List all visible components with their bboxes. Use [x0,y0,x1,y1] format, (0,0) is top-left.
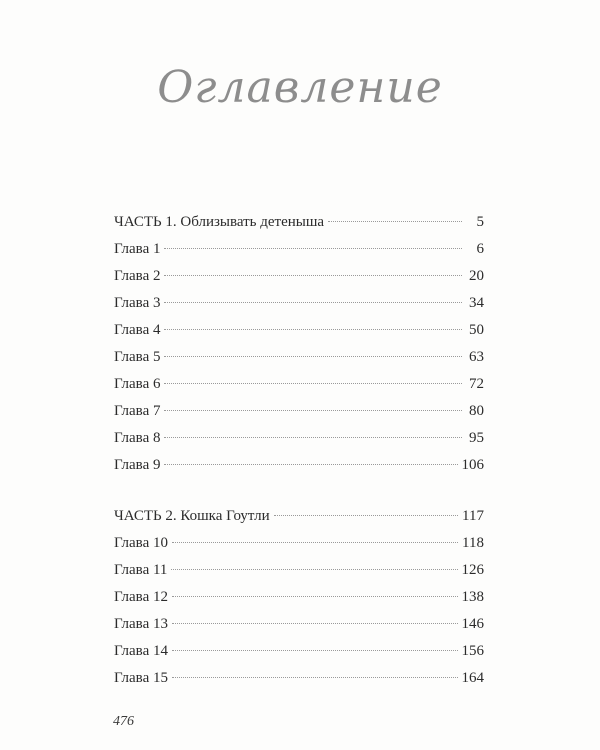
toc-leader-dots [164,356,462,357]
toc-entry-label: Глава 6 [114,376,161,392]
toc-part-1 [114,209,484,479]
toc-leader-dots [164,329,462,330]
toc-entry [114,452,484,479]
toc-entry-page: 5 [476,214,484,230]
toc-entry-page: 95 [469,430,484,446]
toc-leader-dots [172,623,458,624]
toc-entry-label: Глава 2 [114,268,161,284]
toc-entry [114,290,484,317]
toc-entry-label: Глава 12 [114,589,168,605]
toc-leader-dots [164,248,462,249]
toc-entry-label: Глава 10 [114,535,168,551]
toc-part-2 [114,503,484,692]
toc-entry [114,317,484,344]
toc-leader-dots [164,410,462,411]
toc-entry-label: Глава 4 [114,322,161,338]
toc-entry-page: 156 [461,643,484,659]
toc-entry [114,611,484,638]
toc-leader-dots [328,221,462,222]
toc-entry-label: Глава 9 [114,457,161,473]
toc-entry-label: Глава 14 [114,643,168,659]
toc-entry-page: 106 [461,457,484,473]
toc-entry-page: 50 [469,322,484,338]
toc-entry-page: 34 [469,295,484,311]
toc-entry-label: Глава 15 [114,670,168,686]
toc-leader-dots [172,596,458,597]
toc-leader-dots [164,383,462,384]
toc-entry [114,665,484,692]
toc-entry [114,638,484,665]
toc-entry-label: Глава 3 [114,295,161,311]
toc-entry-label: ЧАСТЬ 1. Облизывать детеныша [114,214,325,230]
toc-leader-dots [171,569,457,570]
toc-leader-dots [172,542,458,543]
toc-entry-page: 138 [461,589,484,605]
toc-part-heading [114,503,484,530]
toc-entry-label: ЧАСТЬ 2. Кошка Гоутли [114,508,270,524]
toc-entry-page: 118 [462,535,484,551]
toc-entry [114,557,484,584]
toc-entry-page: 6 [476,241,484,257]
toc-entry [114,371,484,398]
page-title: Оглавление [157,62,443,113]
toc-part-heading [114,209,484,236]
toc-entry-label: Глава 7 [114,403,161,419]
toc-entry [114,425,484,452]
toc-leader-dots [172,677,458,678]
toc-leader-dots [164,464,457,465]
toc-entry-label: Глава 8 [114,430,161,446]
toc-entry-label: Глава 1 [114,241,161,257]
toc-entry [114,398,484,425]
toc-leader-dots [274,515,458,516]
page-number: 476 [113,714,134,729]
toc-entry-page: 20 [469,268,484,284]
toc-entry-page: 117 [462,508,484,524]
toc-leader-dots [172,650,458,651]
toc-entry-label: Глава 5 [114,349,161,365]
toc-entry [114,344,484,371]
toc-entry [114,263,484,290]
toc-entry [114,530,484,557]
toc-entry-page: 72 [469,376,484,392]
toc-entry-page: 126 [461,562,484,578]
toc-leader-dots [164,275,462,276]
toc-entry-page: 164 [461,670,484,686]
toc-entry-label: Глава 11 [114,562,168,578]
toc-entry-page: 80 [469,403,484,419]
toc-leader-dots [164,437,462,438]
toc-leader-dots [164,302,462,303]
toc-entry-label: Глава 13 [114,616,168,632]
toc-entry-page: 63 [469,349,484,365]
toc-entry-page: 146 [461,616,484,632]
toc-entry [114,584,484,611]
toc-entry [114,236,484,263]
